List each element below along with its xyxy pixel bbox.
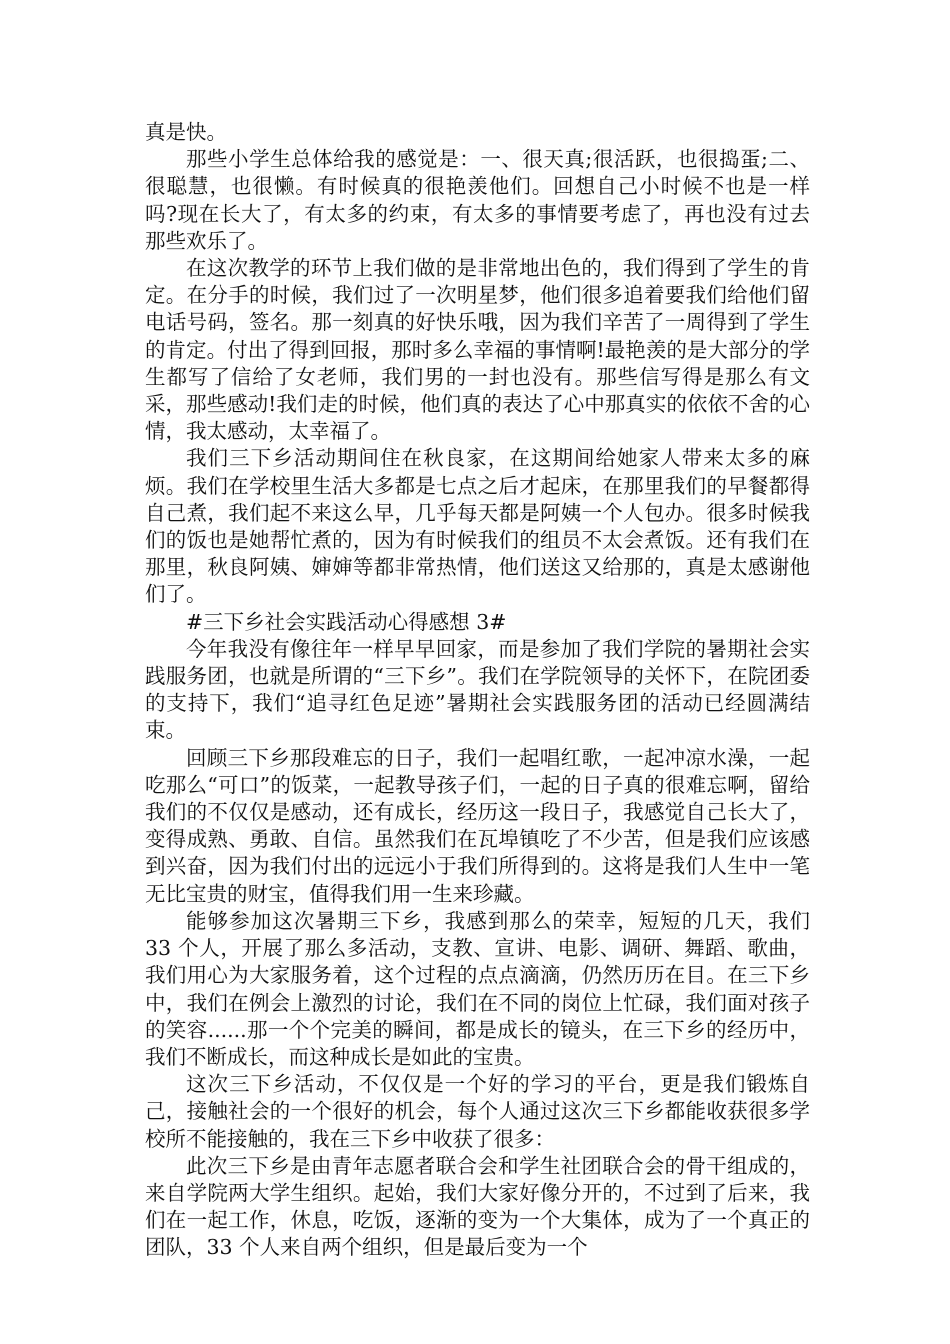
paragraph-team: 此次三下乡是由青年志愿者联合会和学生社团联合会的骨干组成的，来自学院两大学生组织。起始，我们大家好像分开的，不过到了后来，我们在一起工作，休息，吃饭，逐渐的变为一个大集体，成为了一个真正的团队，33 个人来自两个组织，但是最后变为一个 (145, 1153, 810, 1260)
section-heading: #三下乡社会实践活动心得感想 3# (186, 609, 507, 634)
paragraph-host-family: 我们三下乡活动期间住在秋良家，在这期间给她家人带来太多的麻烦。我们在学校里生活大多都是七点之后才起床，在那里我们的早餐都得自己煮，我们起不来这么早，几乎每天都是阿姨一个人包办。很多时候我们的饭也是她帮忙煮的，因为有时候我们的组员不太会煮饭。还有我们在那里，秋良阿姨、婶婶等都非常热情，他们送这又给那的，真是太感谢他们了。 (145, 446, 810, 607)
paragraph-teaching-recognition: 在这次教学的环节上我们做的是非常地出色的，我们得到了学生的肯定。在分手的时候，我们过了一次明星梦，他们很多追着要我们给他们留电话号码，签名。那一刻真的好快乐哦，因为我们辛苦了一周得到了学生的肯定。付出了得到回报，那时多么幸福的事情啊!最艳羡的是大部分的学生都写了信给了女老师，我们男的一封也没有。那些信写得是那么有文采，那些感动!我们走的时候，他们真的表达了心中那真实的依依不舍的心情，我太感动，太幸福了。 (145, 256, 810, 444)
paragraph-summer-service: 今年我没有像往年一样早早回家，而是参加了我们学院的暑期社会实践服务团，也就是所谓的“三下乡”。我们在学院领导的关怀下，在院团委的支持下，我们“追寻红色足迹”暑期社会实践服务团的活动已经圆满结束。 (145, 636, 810, 743)
paragraph-honor: 能够参加这次暑期三下乡，我感到那么的荣幸，短短的几天，我们 33 个人，开展了那么多活动，支教、宣讲、电影、调研、舞蹈、歌曲，我们用心为大家服务着，这个过程的点点滴滴，仍然历历在目。在三下乡中，我们在例会上激烈的讨论，我们在不同的岗位上忙碌，我们面对孩子的笑容......那一个个完美的瞬间，都是成长的镜头，在三下乡的经历中，我们不断成长，而这种成长是如此的宝贵。 (145, 908, 810, 1069)
paragraph-students-impression: 那些小学生总体给我的感觉是：一、很天真;很活跃，也很捣蛋;二、很聪慧，也很懒。有时候真的很艳羡他们。回想自己小时候不也是一样吗?现在长大了，有太多的约束，有太多的事情要考虑了，再也没有过去那些欢乐了。 (145, 147, 810, 253)
paragraph-learning-platform: 这次三下乡活动，不仅仅是一个好的学习的平台，更是我们锻炼自己，接触社会的一个很好的机会，每个人通过这次三下乡都能收获很多学校所不能接触的，我在三下乡中收获了很多： (145, 1072, 810, 1151)
document-page (145, 119, 810, 1262)
paragraph-memories: 回顾三下乡那段难忘的日子，我们一起唱红歌，一起冲凉水澡，一起吃那么“可口”的饭菜，一起教导孩子们，一起的日子真的很难忘啊，留给我们的不仅仅是感动，还有成长，经历这一段日子，我感觉自己长大了，变得成熟、勇敢、自信。虽然我们在瓦埠镇吃了不少苦，但是我们应该感到兴奋，因为我们付出的远远小于我们所得到的。这将是我们人生中一笔无比宝贵的财宝，值得我们用一生来珍藏。 (145, 745, 810, 906)
paragraph-continuation: 真是快。 (145, 120, 227, 144)
